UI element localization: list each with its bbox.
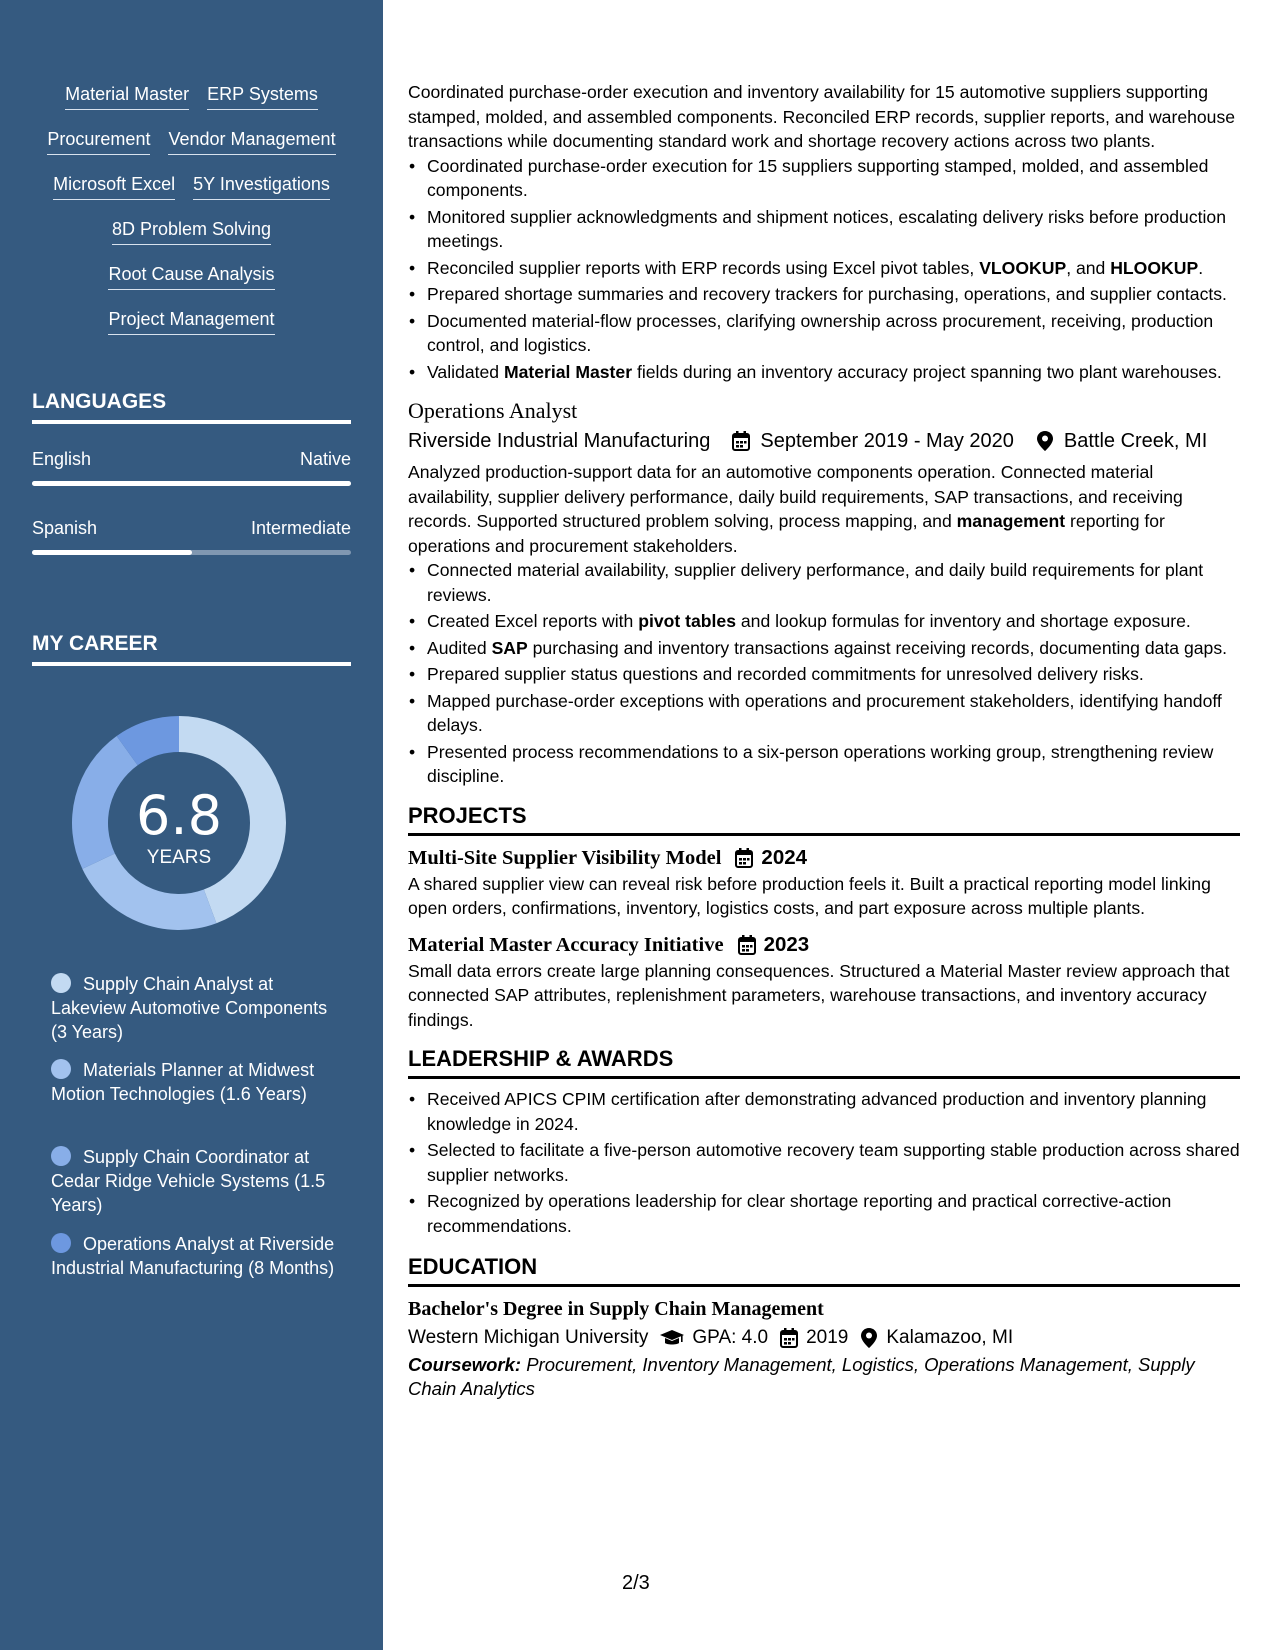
experience-bullets: [408, 154, 1240, 385]
career-item: [51, 972, 341, 1044]
career-dot-icon: [51, 973, 71, 993]
bullet-item: • Documented material-flow processes, clarifying ownership across procurement, receiving, production control, and logistics.: [408, 309, 1240, 358]
skill-row: [20, 219, 363, 264]
school-location: Kalamazoo, MI: [886, 1327, 1014, 1348]
skill-row: [20, 264, 363, 309]
skill-row: [20, 129, 363, 174]
education-heading: EDUCATION: [408, 1252, 1240, 1287]
career-donut-chart: [66, 710, 292, 936]
skill-row: [20, 84, 363, 129]
project-year: 2023: [763, 932, 810, 956]
bullet-item: • Mapped purchase-order exceptions with operations and procurement stakeholders, identifying handoff delays.: [408, 689, 1240, 738]
language-level: Intermediate: [250, 518, 351, 538]
skill-tag: Procurement: [47, 129, 150, 155]
career-item: [51, 1145, 341, 1217]
bullet-item: • Recognized by operations leadership for clear shortage reporting and practical corrective-action recommendations.: [408, 1189, 1240, 1238]
language-spanish: [32, 518, 351, 555]
location-pin-icon: [860, 1328, 878, 1348]
career-item: [51, 1232, 341, 1280]
career-item-text: Supply Chain Analyst at Lakeview Automotive Components (3 Years): [51, 974, 328, 1042]
career-total-years: 6.8: [136, 784, 222, 847]
job-meta: [408, 426, 1240, 456]
bullet-item: • Selected to facilitate a five-person automotive recovery team supporting stable production across shared supplier networks.: [408, 1138, 1240, 1187]
language-name: English: [32, 449, 92, 469]
bullet-item: • Connected material availability, supplier delivery performance, and daily build requirements for plant reviews.: [408, 558, 1240, 607]
project-year: 2024: [761, 845, 808, 869]
bullet-item: • Coordinated purchase-order execution for 15 suppliers supporting stamped, molded, and assembled components.: [408, 154, 1240, 203]
project-description: Small data errors create large planning consequences. Structured a Material Master review approach that connected SAP attributes, replenishment parameters, warehouse transactions, and inventory accuracy findings.: [408, 960, 1230, 1030]
leadership-heading: LEADERSHIP & AWARDS: [408, 1044, 1240, 1079]
calendar-icon: [780, 1328, 798, 1348]
job-bullets: [408, 558, 1240, 789]
leadership-list: [408, 1087, 1240, 1238]
career-item-text: Operations Analyst at Riverside Industrial Manufacturing (8 Months): [51, 1234, 335, 1278]
career-item-text: Materials Planner at Midwest Motion Technologies (1.6 Years): [51, 1060, 315, 1104]
language-name: Spanish: [32, 518, 98, 538]
skill-tag: Microsoft Excel: [53, 174, 175, 200]
bullet-item: • Received APICS CPIM certification after demonstrating advanced production and inventory planning knowledge in 2024.: [408, 1087, 1240, 1136]
bullet-item: • Validated Material Master fields during an inventory accuracy project spanning two plant warehouses.: [408, 360, 1240, 385]
page-number: 2/3: [622, 1572, 650, 1594]
languages-heading: LANGUAGES: [32, 390, 351, 424]
skill-tag: Root Cause Analysis: [108, 264, 274, 290]
education-meta: [408, 1323, 1240, 1353]
skill-row: [20, 309, 363, 354]
career-item-text: Supply Chain Coordinator at Cedar Ridge Vehicle Systems (1.5 Years): [51, 1147, 326, 1215]
bullet-item: • Created Excel reports with pivot tables and lookup formulas for inventory and shortage exposure.: [408, 609, 1240, 634]
job-summary: Analyzed production-support data for an automotive components operation. Connected material availability, supplier delivery performance, daily build requirements, SAP transactions, and receiving records. Supported structured problem solving, process mapping, and management reporting for operations and procurement stakeholders.: [408, 462, 1183, 556]
job-title: Operations Analyst: [408, 398, 578, 423]
skill-tag: 8D Problem Solving: [112, 219, 271, 245]
graduation-year: 2019: [806, 1327, 849, 1348]
company-name: Riverside Industrial Manufacturing: [408, 430, 711, 452]
main-content: [408, 80, 1240, 1401]
location-pin-icon: [1036, 431, 1054, 451]
skill-tag: Material Master: [65, 84, 189, 110]
bullet-item: • Prepared shortage summaries and recovery trackers for purchasing, operations, and supplier contacts.: [408, 282, 1240, 307]
sidebar: [0, 0, 383, 1650]
bullet-item: • Prepared supplier status questions and recorded commitments for unresolved delivery risks.: [408, 662, 1240, 687]
calendar-icon: [732, 431, 750, 451]
project-description: A shared supplier view can reveal risk before production feels it. Built a practical reporting model linking open orders, confirmations, inventory, logistics costs, and part exposure across multiple plants.: [408, 873, 1211, 918]
school-name: Western Michigan University: [408, 1327, 649, 1348]
bullet-item: • Monitored supplier acknowledgments and shipment notices, escalating delivery risks before production meetings.: [408, 205, 1240, 254]
calendar-icon: [738, 935, 756, 955]
skill-row: [20, 174, 363, 219]
project-title: Material Master Accuracy Initiative 2023: [408, 931, 1240, 959]
calendar-icon: [735, 848, 753, 868]
language-proficiency-bar: [32, 550, 351, 555]
skill-tag: Vendor Management: [168, 129, 335, 155]
career-total-unit: YEARS: [146, 847, 212, 868]
career-heading: MY CAREER: [32, 632, 351, 666]
language-level: Native: [299, 449, 351, 469]
career-dot-icon: [51, 1233, 71, 1253]
degree-title: Bachelor's Degree in Supply Chain Management: [408, 1298, 824, 1320]
bullet-item: • Audited SAP purchasing and inventory transactions against receiving records, documenting data gaps.: [408, 636, 1240, 661]
skill-tag: ERP Systems: [207, 84, 318, 110]
bullet-item: • Reconciled supplier reports with ERP records using Excel pivot tables, VLOOKUP, and HLOOKUP.: [408, 256, 1240, 281]
bullet-item: • Presented process recommendations to a six-person operations working group, strengthening review discipline.: [408, 740, 1240, 789]
project-title: Multi-Site Supplier Visibility Model 2024: [408, 844, 1240, 872]
language-english: [32, 449, 351, 486]
job-location: Battle Creek, MI: [1063, 430, 1208, 452]
language-proficiency-fill: [32, 481, 351, 486]
career-dot-icon: [51, 1059, 71, 1079]
career-dot-icon: [51, 1146, 71, 1166]
gpa: GPA: 4.0: [692, 1327, 769, 1348]
skill-tag: 5Y Investigations: [193, 174, 330, 200]
skills-list: [20, 84, 363, 354]
skill-tag: Project Management: [108, 309, 274, 335]
projects-heading: PROJECTS: [408, 801, 1240, 836]
career-donut-segment: [72, 736, 138, 869]
job-dates: September 2019 - May 2020: [760, 430, 1014, 452]
graduation-cap-icon: [660, 1328, 684, 1348]
career-item: [51, 1058, 341, 1106]
coursework: Coursework: Procurement, Inventory Management, Logistics, Operations Management, Supply Chain Analytics: [408, 1354, 1195, 1399]
language-proficiency-bar: [32, 481, 351, 486]
language-proficiency-fill: [32, 550, 192, 555]
experience-summary: Coordinated purchase-order execution and inventory availability for 15 automotive suppliers supporting stamped, molded, and assembled components. Reconciled ERP records, supplier reports, and warehouse transactions while documenting standard work and shortage recovery actions across two plants.: [408, 82, 1236, 151]
